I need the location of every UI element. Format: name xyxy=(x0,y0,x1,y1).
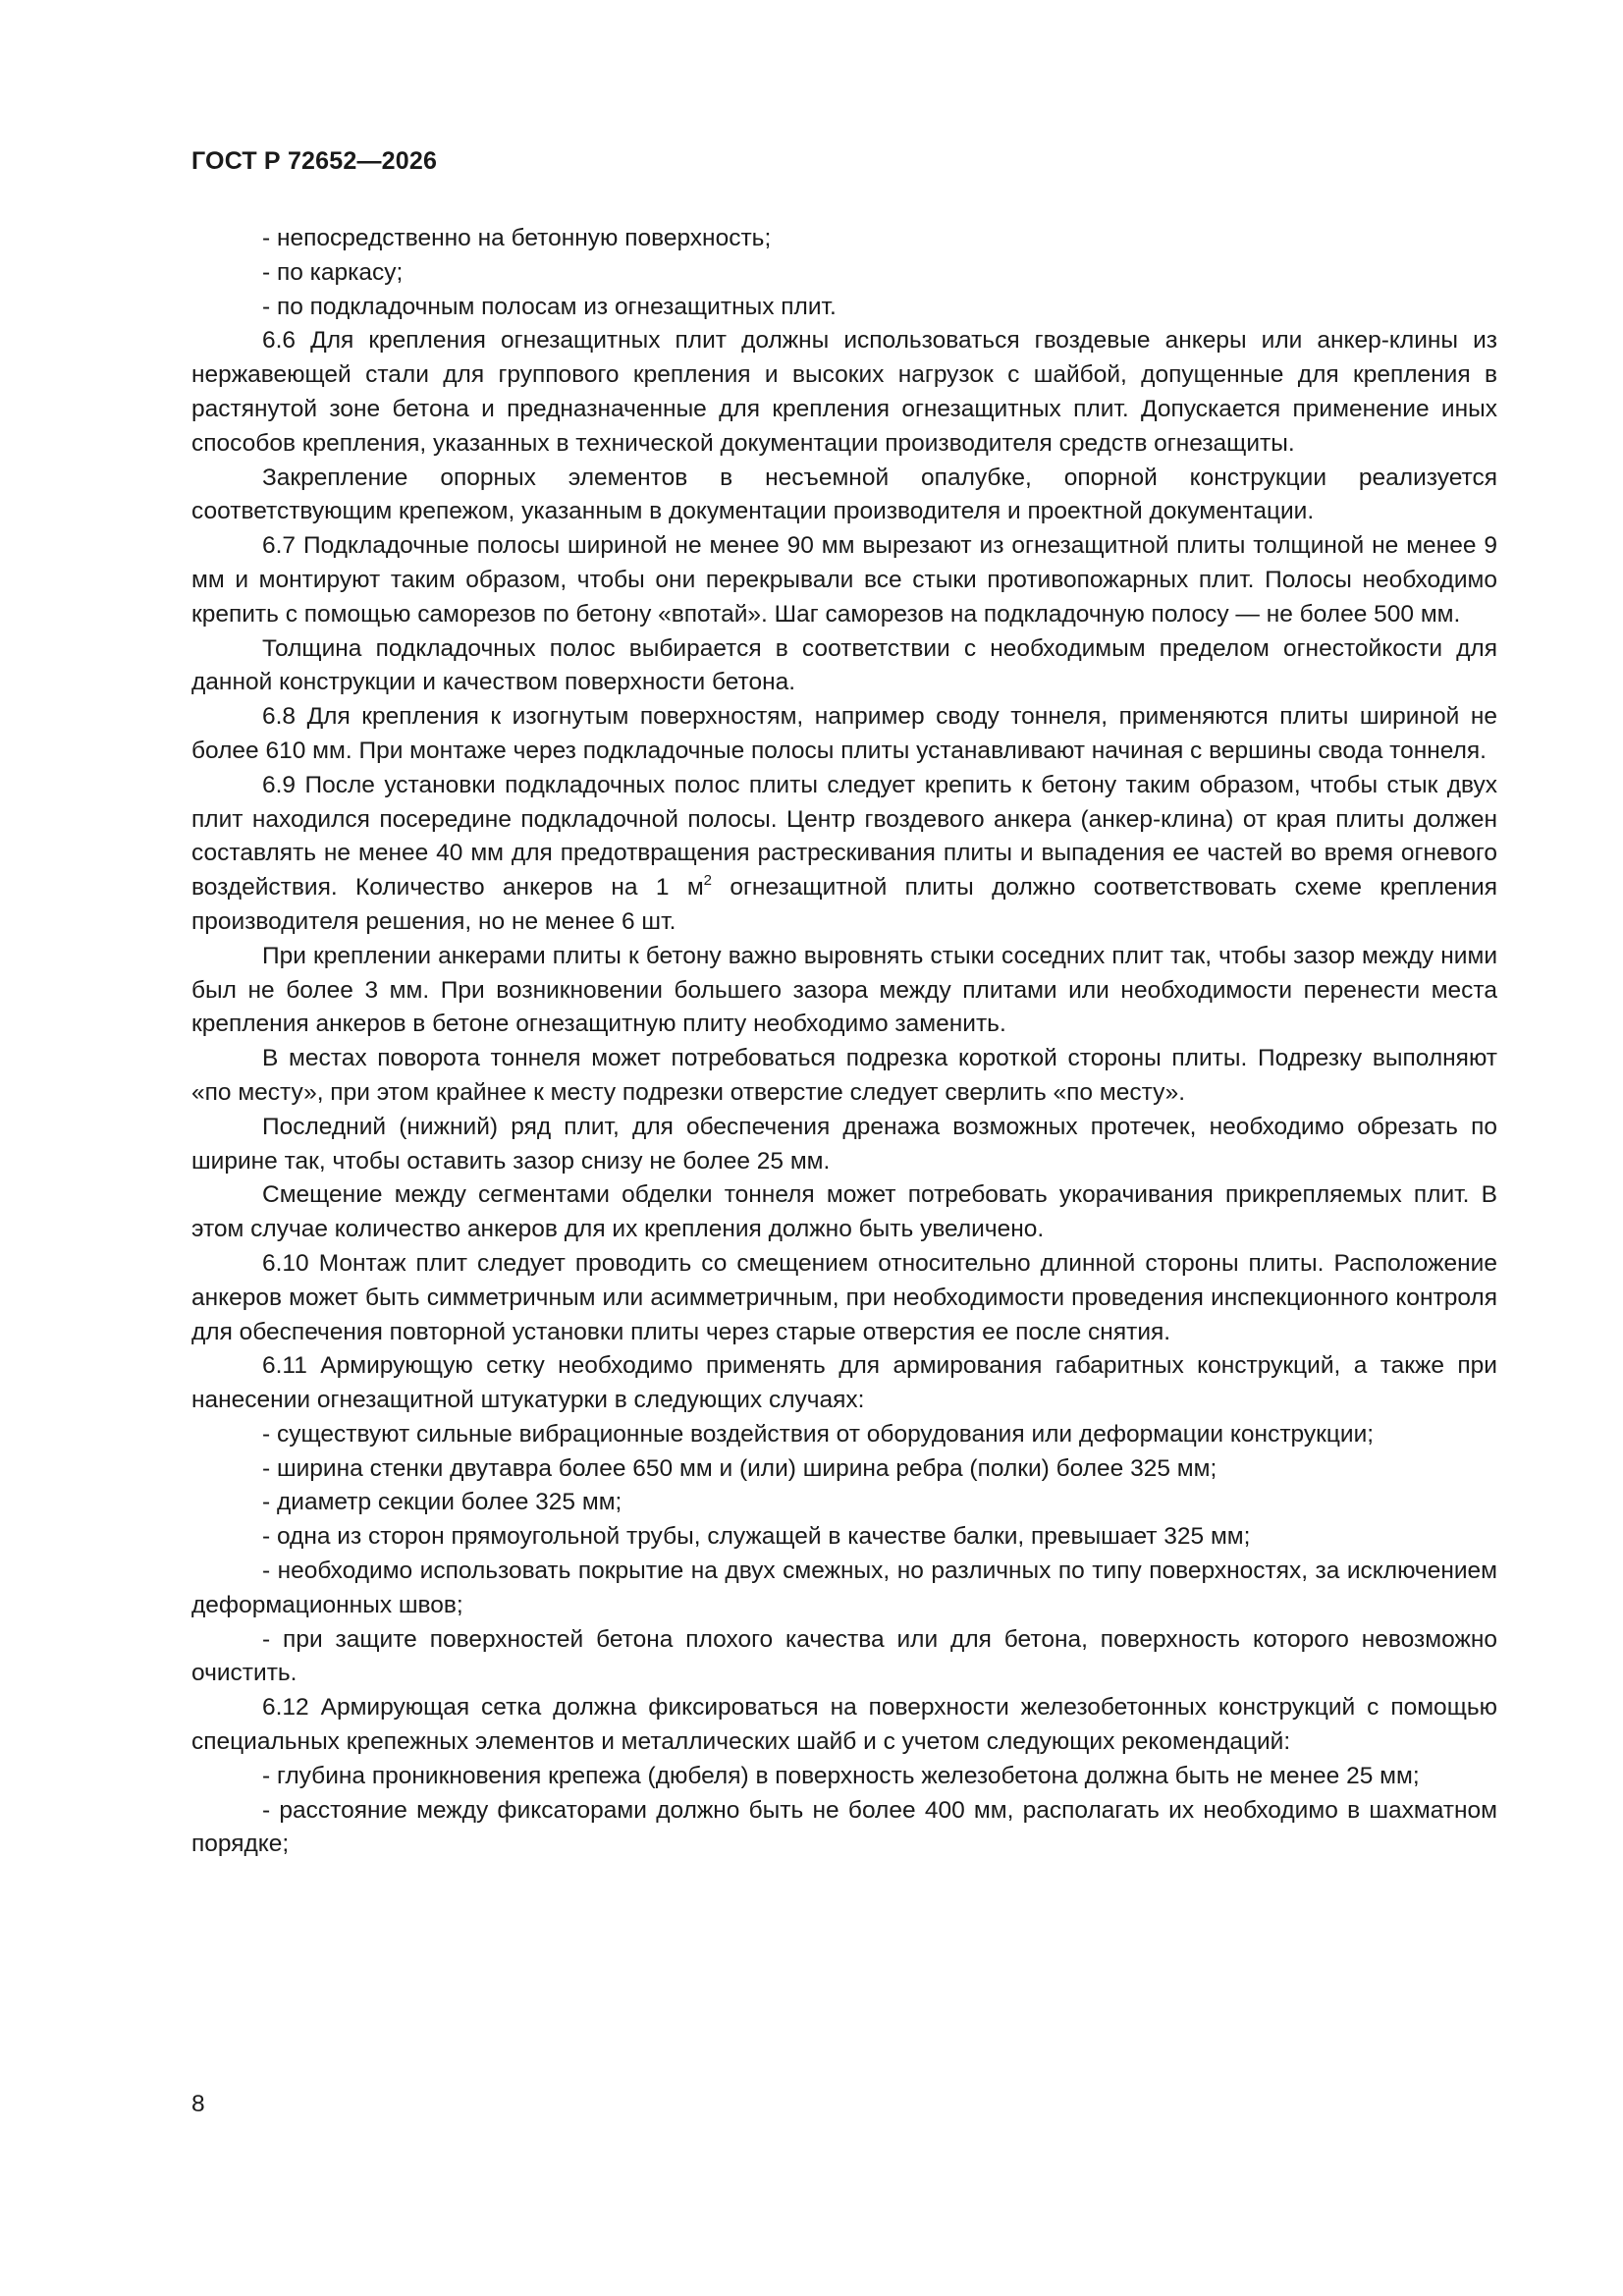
paragraph: Закрепление опорных элементов в несъемной опалубке, опорной конструкции реализуется соответствующим крепежом, указанным в документации производителя и проектной документации. xyxy=(191,464,1497,525)
clause-6-9 xyxy=(191,769,1497,940)
list-item: - одна из сторон прямоугольной трубы, служащей в качестве балки, превышает 325 мм; xyxy=(262,1523,1251,1551)
list-item: - по подкладочным полосам из огнезащитных плит. xyxy=(262,293,837,320)
list-item: - необходимо использовать покрытие на двух смежных, но различных по типу поверхностях, за исключением деформационных швов; xyxy=(191,1558,1497,1618)
page-number: 8 xyxy=(191,2091,205,2117)
clause-6-9-text-before: 6.9 После установки подкладочных полос плиты следует крепить к бетону таким образом, чтобы стык двух плит находился посередине подкладочной полосы. Центр гвоздевого анкера (анкер-клина) от края плиты должен составлять не менее 40 мм для предотвращения растрескивания плиты и выпадения ее частей во время огневого воздействия. Количество анкеров на 1 м xyxy=(191,771,1497,902)
clause-6-9-text-after: огнезащитной плиты должно соответствовать схеме крепления производителя решения, но не менее 6 шт. xyxy=(191,874,1497,935)
list-item: - диаметр секции более 325 мм; xyxy=(262,1489,622,1516)
list-item: - глубина проникновения крепежа (дюбеля) в поверхность железобетона должна быть не менее 25 мм; xyxy=(262,1762,1420,1789)
list-item: - расстояние между фиксаторами должно быть не более 400 мм, располагать их необходимо в шахматном порядке; xyxy=(191,1796,1497,1858)
list-item: - ширина стенки двутавра более 650 мм и (или) ширина ребра (полки) более 325 мм; xyxy=(262,1454,1217,1482)
superscript: 2 xyxy=(703,872,713,890)
clause-6-6: 6.6 Для крепления огнезащитных плит должны использоваться гвоздевые анкеры или анкер-клины из нержавеющей стали для группового крепления и высоких нагрузок с шайбой, допущенные для крепления в растянутой зоне бетона и предназначенные для крепления огнезащитных плит. Допускается применение иных способов крепления, указанных в технической документации производителя средств огнезащиты. xyxy=(191,327,1497,457)
paragraph: Толщина подкладочных полос выбирается в соответствии с необходимым пределом огнестойкости для данной конструкции и качеством поверхности бетона. xyxy=(191,634,1497,696)
paragraph: В местах поворота тоннеля может потребоваться подрезка короткой стороны плиты. Подрезку выполняют «по месту», при этом крайнее к месту подрезки отверстие следует сверлить «по месту». xyxy=(191,1045,1497,1106)
paragraph: Смещение между сегментами обделки тоннеля может потребовать укорачивания прикрепляемых плит. В этом случае количество анкеров для их крепления должно быть увеличено. xyxy=(191,1181,1497,1243)
list-item: - существуют сильные вибрационные воздействия от оборудования или деформации конструкции; xyxy=(262,1420,1375,1448)
document-body xyxy=(191,222,1497,1862)
clause-6-8: 6.8 Для крепления к изогнутым поверхностям, например своду тоннеля, применяются плиты шириной не более 610 мм. При монтаже через подкладочные полосы плиты устанавливают начиная с вершины свода тоннеля. xyxy=(191,703,1497,764)
list-item: - непосредственно на бетонную поверхность; xyxy=(262,225,772,251)
clause-6-10: 6.10 Монтаж плит следует проводить со смещением относительно длинной стороны плиты. Расположение анкеров может быть симметричным или асимметричным, при необходимости проведения инспекционного контроля для обеспечения повторной установки плиты через старые отверстия ее после снятия. xyxy=(191,1249,1497,1345)
clause-6-7: 6.7 Подкладочные полосы шириной не менее 90 мм вырезают из огнезащитной плиты толщиной не менее 9 мм и монтируют таким образом, чтобы они перекрывали все стыки противопожарных плит. Полосы необходимо крепить с помощью саморезов по бетону «впотай». Шаг саморезов на подкладочную полосу — не более 500 мм. xyxy=(191,532,1497,628)
document-header: ГОСТ Р 72652—2026 xyxy=(191,147,438,175)
clause-6-11: 6.11 Армирующую сетку необходимо применять для армирования габаритных конструкций, а также при нанесении огнезащитной штукатурки в следующих случаях: xyxy=(191,1352,1497,1414)
paragraph: Последний (нижний) ряд плит, для обеспечения дренажа возможных протечек, необходимо обрезать по ширине так, чтобы оставить зазор снизу не более 25 мм. xyxy=(191,1113,1497,1175)
list-item: - по каркасу; xyxy=(262,258,404,286)
paragraph: При креплении анкерами плиты к бетону важно выровнять стыки соседних плит так, чтобы зазор между ними был не более 3 мм. При возникновении большего зазора между плитами или необходимости перенести места крепления анкеров в бетоне огнезащитную плиту необходимо заменить. xyxy=(191,942,1497,1038)
clause-6-12: 6.12 Армирующая сетка должна фиксироваться на поверхности железобетонных конструкций с помощью специальных крепежных элементов и металлических шайб и с учетом следующих рекомендаций: xyxy=(191,1694,1497,1756)
list-item: - при защите поверхностей бетона плохого качества или для бетона, поверхность которого невозможно очистить. xyxy=(191,1625,1497,1687)
